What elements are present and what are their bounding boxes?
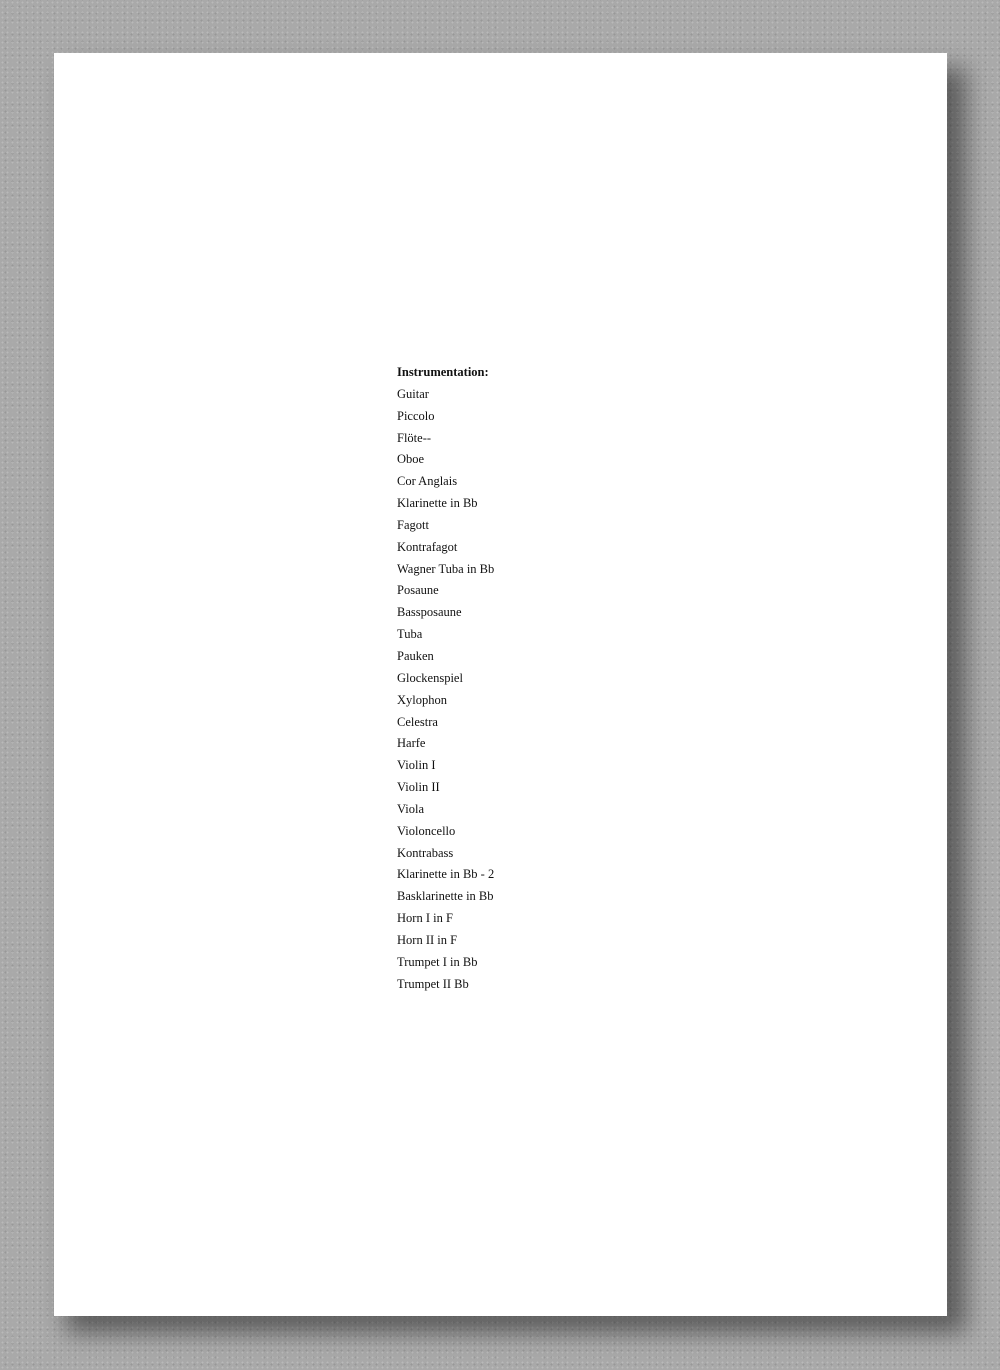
instrument-item: Kontrafagot (397, 539, 458, 554)
instrument-item: Harfe (397, 736, 426, 751)
instrument-item: Piccolo (397, 408, 435, 423)
score-page (54, 53, 947, 1316)
instrumentation-section (397, 362, 494, 995)
instrument-item: Violin I (397, 758, 436, 773)
instrument-item: Trumpet II Bb (397, 976, 469, 991)
instrument-item: Guitar (397, 386, 429, 401)
instrument-item: Klarinette in Bb (397, 496, 478, 511)
instrument-item: Viola (397, 801, 425, 816)
instrument-item: Violin II (397, 780, 440, 795)
instrument-item: Glockenspiel (397, 670, 463, 685)
instrument-item: Horn I in F (397, 911, 453, 926)
instrument-item: Fagott (397, 517, 429, 532)
instrument-list (397, 384, 494, 996)
instrument-item: Tuba (397, 627, 423, 642)
instrument-item: Celestra (397, 714, 438, 729)
instrument-item: Wagner Tuba in Bb (397, 561, 495, 576)
instrument-item: Klarinette in Bb - 2 (397, 867, 495, 882)
instrument-item: Basklarinette in Bb (397, 889, 494, 904)
instrument-item: Trumpet I in Bb (397, 954, 478, 969)
instrument-item: Kontrabass (397, 845, 454, 860)
instrument-item: Xylophon (397, 692, 447, 707)
instrument-item: Horn II in F (397, 932, 458, 947)
instrument-item: Pauken (397, 648, 434, 663)
instrument-item: Violoncello (397, 823, 456, 838)
instrument-item: Bassposaune (397, 605, 462, 620)
instrument-item: Flöte-- (397, 430, 432, 445)
instrument-item: Cor Anglais (397, 474, 458, 489)
instrumentation-heading: Instrumentation: (397, 365, 489, 379)
instrument-item: Posaune (397, 583, 439, 598)
instrument-item: Oboe (397, 452, 425, 467)
